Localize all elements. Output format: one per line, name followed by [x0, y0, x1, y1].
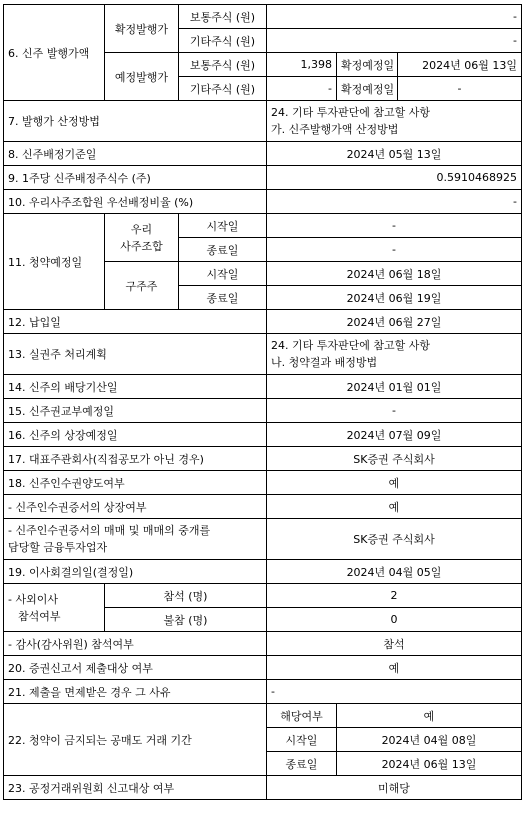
esop-label — [105, 214, 179, 262]
auditor-value: 참석 — [267, 632, 522, 656]
expected-common-value: 1,398 — [267, 53, 337, 77]
warrant-listing-value: 예 — [267, 495, 522, 519]
confirm-date-value: 2024년 06월 13일 — [398, 53, 522, 77]
row8-label: 8. 신주배정기준일 — [4, 142, 267, 166]
row23-label: 23. 공정거래위원회 신고대상 여부 — [4, 776, 267, 800]
table-row — [4, 101, 522, 142]
row21-label: 21. 제출을 면제받은 경우 그 사유 — [4, 680, 267, 704]
table-row — [4, 632, 522, 656]
table-row — [4, 447, 522, 471]
short-sale-start-value: 2024년 04월 08일 — [337, 728, 522, 752]
other-stock-label: 기타주식 (원) — [179, 29, 267, 53]
row12-value: 2024년 06월 27일 — [267, 310, 522, 334]
row7-value-line1: 24. 기타 투자판단에 참고할 사항 — [271, 106, 430, 119]
confirm-date-value: - — [398, 77, 522, 101]
row17-value: SK증권 주식회사 — [267, 447, 522, 471]
table-row — [4, 399, 522, 423]
applicable-label: 해당여부 — [267, 704, 337, 728]
absent-value: 0 — [267, 608, 522, 632]
row18-label: 18. 신주인수권양도여부 — [4, 471, 267, 495]
row7-value — [267, 101, 522, 142]
confirm-date-label: 확정예정일 — [337, 77, 398, 101]
applicable-value: 예 — [337, 704, 522, 728]
row14-label: 14. 신주의 배당기산일 — [4, 375, 267, 399]
confirmed-other-value: - — [267, 29, 522, 53]
row16-label: 16. 신주의 상장예정일 — [4, 423, 267, 447]
esop-label-line2: 사주조합 — [120, 239, 163, 253]
shareholders-label: 구주주 — [105, 262, 179, 310]
table-row — [4, 334, 522, 375]
common-stock-label: 보통주식 (원) — [179, 5, 267, 29]
row9-label: 9. 1주당 신주배정주식수 (주) — [4, 166, 267, 190]
confirmed-price-label: 확정발행가 — [105, 5, 179, 53]
outside-director-label-line2: 참석여부 — [18, 609, 61, 623]
row16-value: 2024년 07월 09일 — [267, 423, 522, 447]
row13-label: 13. 실권주 처리계획 — [4, 334, 267, 375]
row9-value: 0.5910468925 — [267, 166, 522, 190]
auditor-label: - 감사(감사위원) 참석여부 — [4, 632, 267, 656]
other-stock-label: 기타주식 (원) — [179, 77, 267, 101]
esop-end-value: - — [267, 238, 522, 262]
row12-label: 12. 납입일 — [4, 310, 267, 334]
row19-value: 2024년 04월 05일 — [267, 560, 522, 584]
row22-label: 22. 청약이 금지되는 공매도 거래 기간 — [4, 704, 267, 776]
table-row — [4, 471, 522, 495]
table-row — [4, 680, 522, 704]
row15-label: 15. 신주권교부예정일 — [4, 399, 267, 423]
row23-value: 미해당 — [267, 776, 522, 800]
table-row — [4, 519, 522, 560]
row13-value — [267, 334, 522, 375]
end-date-label: 종료일 — [179, 286, 267, 310]
row10-value: - — [267, 190, 522, 214]
row8-value: 2024년 05월 13일 — [267, 142, 522, 166]
table-row — [4, 214, 522, 238]
esop-start-value: - — [267, 214, 522, 238]
absent-label: 불참 (명) — [105, 608, 267, 632]
present-value: 2 — [267, 584, 522, 608]
present-label: 참석 (명) — [105, 584, 267, 608]
expected-price-label: 예정발행가 — [105, 53, 179, 101]
confirm-date-label: 확정예정일 — [337, 53, 398, 77]
table-row — [4, 142, 522, 166]
row18-value: 예 — [267, 471, 522, 495]
row7-label: 7. 발행가 산정방법 — [4, 101, 267, 142]
row11-label: 11. 청약예정일 — [4, 214, 105, 310]
warrant-broker-value: SK증권 주식회사 — [267, 519, 522, 560]
row14-value: 2024년 01월 01일 — [267, 375, 522, 399]
table-row — [4, 166, 522, 190]
warrant-broker-label-line1: - 신주인수권증서의 매매 및 매매의 중개를 — [8, 524, 211, 537]
row13-value-line2: 나. 청약결과 배정방법 — [271, 356, 378, 369]
row13-value-line1: 24. 기타 투자판단에 참고할 사항 — [271, 339, 430, 352]
start-date-label: 시작일 — [179, 262, 267, 286]
row17-label: 17. 대표주관회사(직접공모가 아닌 경우) — [4, 447, 267, 471]
table-row — [4, 423, 522, 447]
table-row — [4, 495, 522, 519]
expected-other-value: - — [267, 77, 337, 101]
warrant-listing-label: - 신주인수권증서의 상장여부 — [4, 495, 267, 519]
table-row — [4, 584, 522, 608]
warrant-broker-label-line2: 담당할 금융투자업자 — [8, 541, 108, 554]
row7-value-line2: 가. 신주발행가액 산정방법 — [271, 123, 399, 136]
start-date-label: 시작일 — [179, 214, 267, 238]
row10-label: 10. 우리사주조합원 우선배정비율 (%) — [4, 190, 267, 214]
warrant-broker-label — [4, 519, 267, 560]
table-row — [4, 375, 522, 399]
shareholders-start-value: 2024년 06월 18일 — [267, 262, 522, 286]
table-row — [4, 560, 522, 584]
row15-value: - — [267, 399, 522, 423]
table-row — [4, 190, 522, 214]
row6-label: 6. 신주 발행가액 — [4, 5, 105, 101]
row20-value: 예 — [267, 656, 522, 680]
row21-value: - — [267, 680, 522, 704]
rights-offering-disclosure-table — [3, 4, 522, 800]
end-date-label: 종료일 — [267, 752, 337, 776]
table-row — [4, 656, 522, 680]
start-date-label: 시작일 — [267, 728, 337, 752]
common-stock-label: 보통주식 (원) — [179, 53, 267, 77]
short-sale-end-value: 2024년 06월 13일 — [337, 752, 522, 776]
shareholders-end-value: 2024년 06월 19일 — [267, 286, 522, 310]
row19-label: 19. 이사회결의일(결정일) — [4, 560, 267, 584]
table-row — [4, 310, 522, 334]
outside-director-label-line1: - 사외이사 — [8, 592, 58, 606]
table-row — [4, 5, 522, 29]
confirmed-common-value: - — [267, 5, 522, 29]
outside-director-label — [4, 584, 105, 632]
esop-label-line1: 우리 — [130, 222, 153, 236]
table-row — [4, 776, 522, 800]
row20-label: 20. 증권신고서 제출대상 여부 — [4, 656, 267, 680]
table-row — [4, 704, 522, 728]
end-date-label: 종료일 — [179, 238, 267, 262]
